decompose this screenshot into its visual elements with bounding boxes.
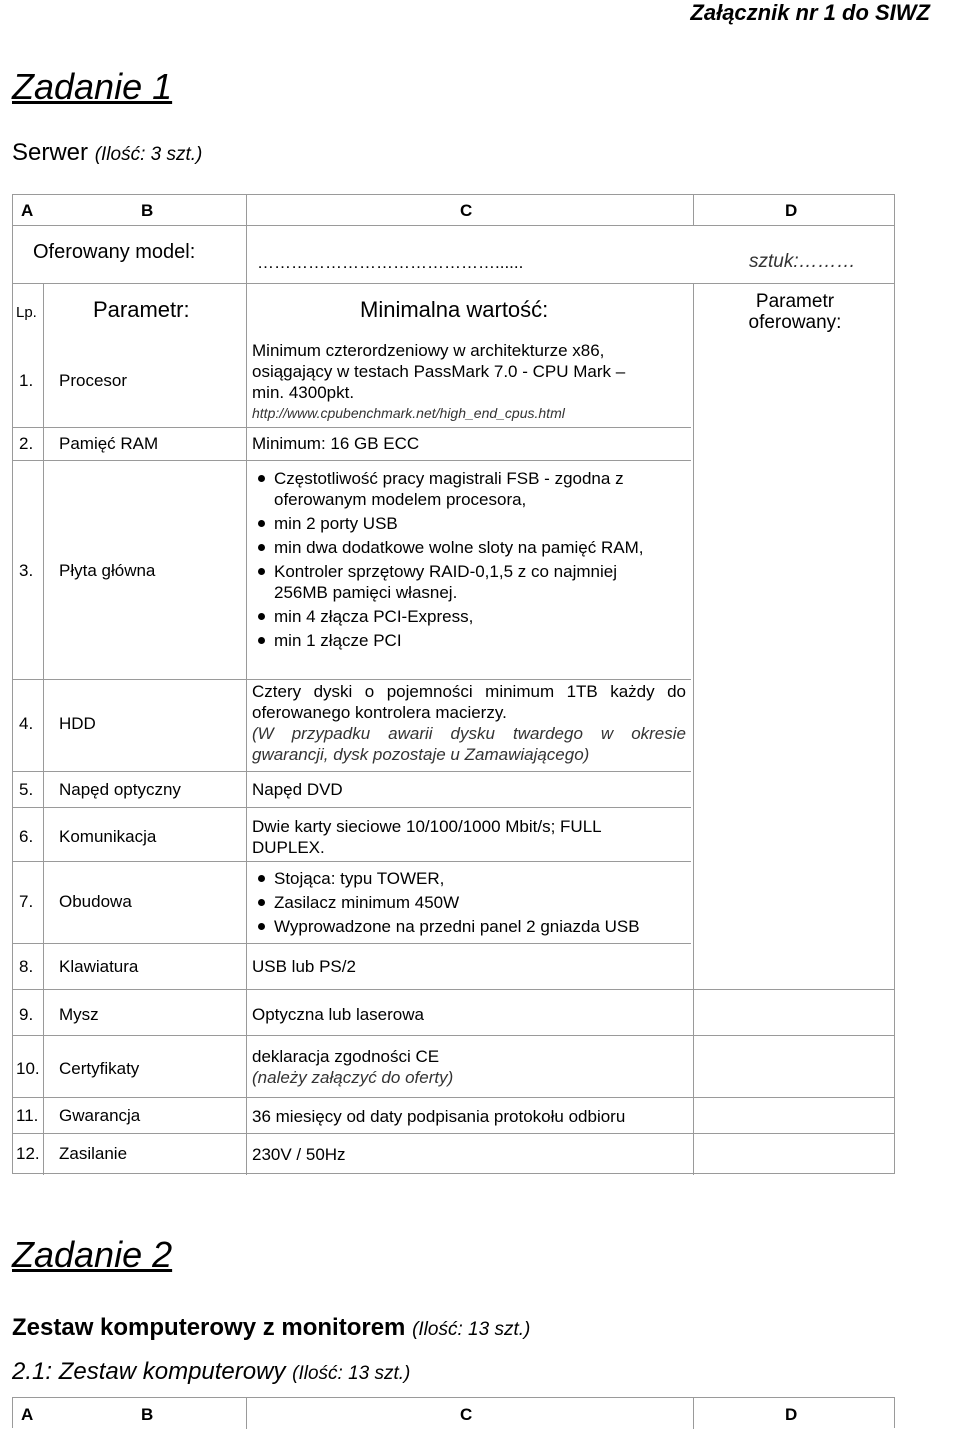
row-separator [13,807,691,808]
col-divider [43,283,44,1175]
col-d: D [785,1405,798,1424]
row-value [252,468,672,654]
col-divider [693,195,694,225]
row-name: Obudowa [59,892,132,911]
pieces-text: sztuk: [749,251,799,272]
row-separator [13,771,691,772]
row-no: 6. [19,827,34,846]
row-name: Napęd optyczny [59,780,181,799]
bullet-item: Stojąca: typu TOWER, [252,868,692,889]
row-name: Certyfikaty [59,1059,140,1078]
pieces-label [749,251,856,272]
row-name: Mysz [59,1005,99,1024]
bullet-item: Wyprowadzone na przedni panel 2 gniazda USB [252,916,692,937]
header-param: Parametr: [93,297,190,322]
header-offered: Parametr oferowany: [748,291,842,333]
row-line: Minimum czterordzeniowy w architekturze x86, [252,341,605,360]
col-c: C [460,201,473,220]
row-value: USB lub PS/2 [252,957,356,976]
row-name: Komunikacja [59,827,157,846]
hdd-text: Cztery dyski o pojemności minimum 1TB każdy do oferowanego kontrolera macierzy. [252,682,686,722]
row-name: HDD [59,714,96,733]
row-name: Płyta główna [59,561,156,580]
model-dots: ……………………………………...... [257,253,524,272]
row-separator [13,679,691,680]
task2-table-header [12,1397,895,1428]
spec-table [12,194,895,1174]
row-no: 8. [19,957,34,976]
row-value: 36 miesięcy od daty podpisania protokołu odbioru [252,1107,626,1126]
bullet-list [252,468,672,651]
bullet-item: min 2 porty USB [252,513,672,534]
row-no: 11. [16,1106,39,1125]
row-line: min. 4300pkt. [252,383,355,402]
subtask-qty: (Ilość: 13 szt.) [292,1363,411,1384]
row-separator [13,427,691,428]
task2-subtitle-text: Zestaw komputerowy z monitorem [12,1314,406,1341]
cpubenchmark-link[interactable]: http://www.cpubenchmark.net/high_end_cpus.html [252,405,565,421]
model-label: Oferowany model: [33,241,196,263]
row-value [252,868,692,940]
col-d: D [785,201,798,220]
row-no: 3. [19,561,34,580]
row-separator [13,1035,894,1036]
row-no: 10. [16,1059,40,1078]
cert-note: (należy załączyć do oferty) [252,1068,454,1087]
row-value: Dwie karty sieciowe 10/100/1000 Mbit/s; FULL DUPLEX. [252,817,601,857]
row-no: 12. [16,1144,40,1163]
bullet-item: Zasilacz minimum 450W [252,892,692,913]
row-value: 230V / 50Hz [252,1145,346,1164]
task1-subtitle-text: Serwer [12,139,89,166]
col-divider [246,225,247,283]
row-value: Optyczna lub laserowa [252,1005,424,1024]
header-lp: Lp. [16,304,37,321]
col-c: C [460,1405,473,1424]
row-separator [13,460,691,461]
subtask-title [12,1358,410,1386]
row-separator [13,283,894,284]
row-value [252,1046,453,1088]
row-separator [13,1133,894,1134]
row-no: 2. [19,434,34,453]
row-value: Napęd DVD [252,780,343,799]
annex-heading: Załącznik nr 1 do SIWZ [690,0,930,25]
row-no: 9. [19,1005,34,1024]
row-line: osiągający w testach PassMark 7.0 - CPU Mark – [252,362,626,381]
col-divider [246,1398,247,1429]
model-input[interactable] [257,252,523,273]
bullet-item: min 1 złącze PCI [252,630,672,651]
row-no: 1. [19,371,34,390]
row-name: Zasilanie [59,1144,128,1163]
col-a: A [21,1405,34,1424]
row-name: Procesor [59,371,128,390]
cert-text: deklaracja zgodności CE [252,1047,440,1066]
bullet-item: Kontroler sprzętowy RAID-0,1,5 z co najmniej 256MB pamięci własnej. [252,561,672,603]
task1-qty: (Ilość: 3 szt.) [94,144,203,165]
col-divider [693,1398,694,1429]
header-min: Minimalna wartość: [360,297,549,322]
row-value [252,340,625,423]
col-b: B [141,1405,154,1424]
bullet-item: min dwa dodatkowe wolne sloty na pamięć RAM, [252,537,672,558]
col-a: A [21,201,34,220]
col-divider [246,195,247,225]
row-name: Klawiatura [59,957,139,976]
col-divider [246,283,247,1175]
row-no: 5. [19,780,34,799]
hdd-note: (W przypadku awarii dysku twardego w okresie gwarancji, dysk pozostaje u Zamawiającego) [252,724,686,764]
subtask-text: 2.1: Zestaw komputerowy [12,1358,286,1385]
row-name: Pamięć RAM [59,434,159,453]
task2-title: Zadanie 2 [12,1234,173,1275]
row-separator [13,225,894,226]
row-separator [13,1097,894,1098]
bullet-item: min 4 złącza PCI-Express, [252,606,672,627]
col-b: B [141,201,154,220]
row-name: Gwarancja [59,1106,141,1125]
task2-subtitle [12,1314,530,1342]
bullet-item: Częstotliwość pracy magistrali FSB - zgodna z oferowanym modelem procesora, [252,468,672,510]
pieces-dots[interactable]: ……… [798,251,856,272]
bullet-list [252,868,692,937]
task1-subtitle [12,139,202,167]
row-value: Minimum: 16 GB ECC [252,434,420,453]
col-divider [693,283,694,1175]
row-separator [13,943,691,944]
task2-qty: (Ilość: 13 szt.) [412,1319,531,1340]
row-no: 7. [19,892,34,911]
row-value [252,681,686,765]
task1-title: Zadanie 1 [12,66,173,107]
row-no: 4. [19,714,34,733]
row-separator [13,861,691,862]
row-separator [13,989,894,990]
